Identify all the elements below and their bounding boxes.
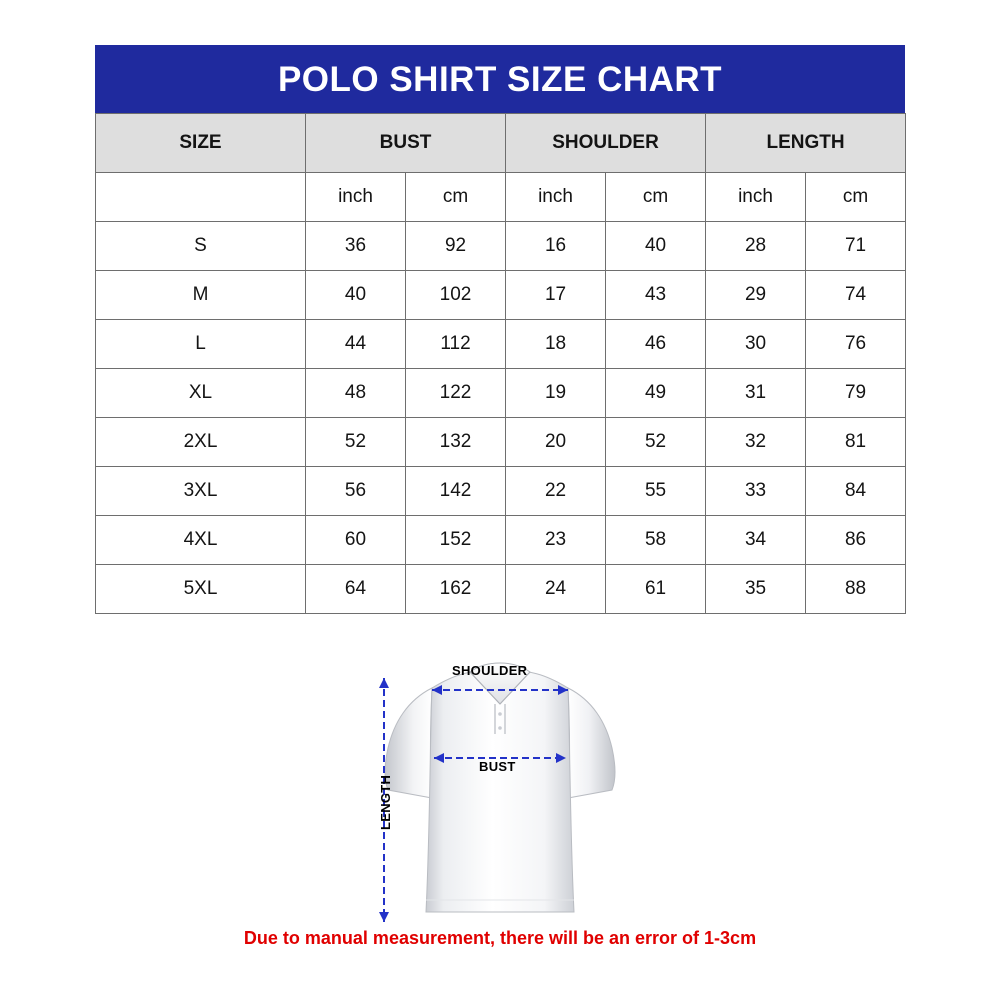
cell-bust-inch: 52 [306, 418, 406, 467]
measurement-diagram [0, 630, 1000, 940]
length-measure-label: LENGTH [378, 774, 393, 830]
cell-shoulder-inch: 24 [506, 565, 606, 614]
unit-shoulder-cm: cm [606, 173, 706, 222]
cell-bust-cm: 152 [406, 516, 506, 565]
cell-shoulder-inch: 17 [506, 271, 606, 320]
cell-length-inch: 30 [706, 320, 806, 369]
cell-size: 5XL [96, 565, 306, 614]
size-chart-block [95, 45, 905, 614]
cell-length-inch: 35 [706, 565, 806, 614]
cell-shoulder-cm: 52 [606, 418, 706, 467]
table-row [96, 418, 906, 467]
cell-bust-inch: 60 [306, 516, 406, 565]
cell-bust-cm: 102 [406, 271, 506, 320]
cell-length-cm: 84 [806, 467, 906, 516]
cell-bust-cm: 92 [406, 222, 506, 271]
cell-size: 4XL [96, 516, 306, 565]
table-row [96, 565, 906, 614]
unit-length-inch: inch [706, 173, 806, 222]
cell-length-inch: 29 [706, 271, 806, 320]
cell-shoulder-cm: 61 [606, 565, 706, 614]
cell-shoulder-inch: 22 [506, 467, 606, 516]
shoulder-measure-label: SHOULDER [452, 663, 528, 678]
cell-shoulder-inch: 20 [506, 418, 606, 467]
cell-length-inch: 32 [706, 418, 806, 467]
cell-size: 3XL [96, 467, 306, 516]
cell-bust-inch: 36 [306, 222, 406, 271]
cell-shoulder-inch: 18 [506, 320, 606, 369]
table-header-row [96, 114, 906, 173]
cell-length-cm: 74 [806, 271, 906, 320]
cell-shoulder-cm: 40 [606, 222, 706, 271]
cell-length-cm: 76 [806, 320, 906, 369]
unit-shoulder-inch: inch [506, 173, 606, 222]
table-row [96, 222, 906, 271]
table-row [96, 369, 906, 418]
table-row [96, 271, 906, 320]
cell-bust-inch: 44 [306, 320, 406, 369]
cell-bust-cm: 162 [406, 565, 506, 614]
cell-length-inch: 31 [706, 369, 806, 418]
cell-shoulder-cm: 43 [606, 271, 706, 320]
cell-shoulder-cm: 58 [606, 516, 706, 565]
header-bust: BUST [306, 114, 506, 173]
cell-bust-inch: 64 [306, 565, 406, 614]
unit-bust-inch: inch [306, 173, 406, 222]
cell-bust-inch: 56 [306, 467, 406, 516]
cell-size: L [96, 320, 306, 369]
table-unit-row [96, 173, 906, 222]
cell-length-cm: 88 [806, 565, 906, 614]
cell-length-cm: 86 [806, 516, 906, 565]
bust-measure-label: BUST [479, 759, 516, 774]
cell-length-inch: 34 [706, 516, 806, 565]
cell-length-inch: 28 [706, 222, 806, 271]
table-row [96, 516, 906, 565]
cell-shoulder-cm: 46 [606, 320, 706, 369]
cell-size: S [96, 222, 306, 271]
unit-cell-blank [96, 173, 306, 222]
cell-bust-inch: 48 [306, 369, 406, 418]
cell-bust-cm: 142 [406, 467, 506, 516]
cell-shoulder-cm: 49 [606, 369, 706, 418]
cell-shoulder-inch: 23 [506, 516, 606, 565]
unit-length-cm: cm [806, 173, 906, 222]
cell-length-cm: 79 [806, 369, 906, 418]
unit-bust-cm: cm [406, 173, 506, 222]
cell-length-cm: 81 [806, 418, 906, 467]
cell-shoulder-inch: 19 [506, 369, 606, 418]
cell-size: XL [96, 369, 306, 418]
cell-shoulder-inch: 16 [506, 222, 606, 271]
cell-length-inch: 33 [706, 467, 806, 516]
cell-bust-cm: 132 [406, 418, 506, 467]
size-chart-table [95, 113, 906, 614]
cell-bust-cm: 112 [406, 320, 506, 369]
cell-shoulder-cm: 55 [606, 467, 706, 516]
page-title: POLO SHIRT SIZE CHART [95, 45, 905, 113]
cell-bust-cm: 122 [406, 369, 506, 418]
cell-bust-inch: 40 [306, 271, 406, 320]
table-row [96, 467, 906, 516]
header-length: LENGTH [706, 114, 906, 173]
cell-size: 2XL [96, 418, 306, 467]
header-shoulder: SHOULDER [506, 114, 706, 173]
header-size: SIZE [96, 114, 306, 173]
measurement-note: Due to manual measurement, there will be an error of 1-3cm [243, 928, 757, 948]
table-row [96, 320, 906, 369]
cell-size: M [96, 271, 306, 320]
cell-length-cm: 71 [806, 222, 906, 271]
